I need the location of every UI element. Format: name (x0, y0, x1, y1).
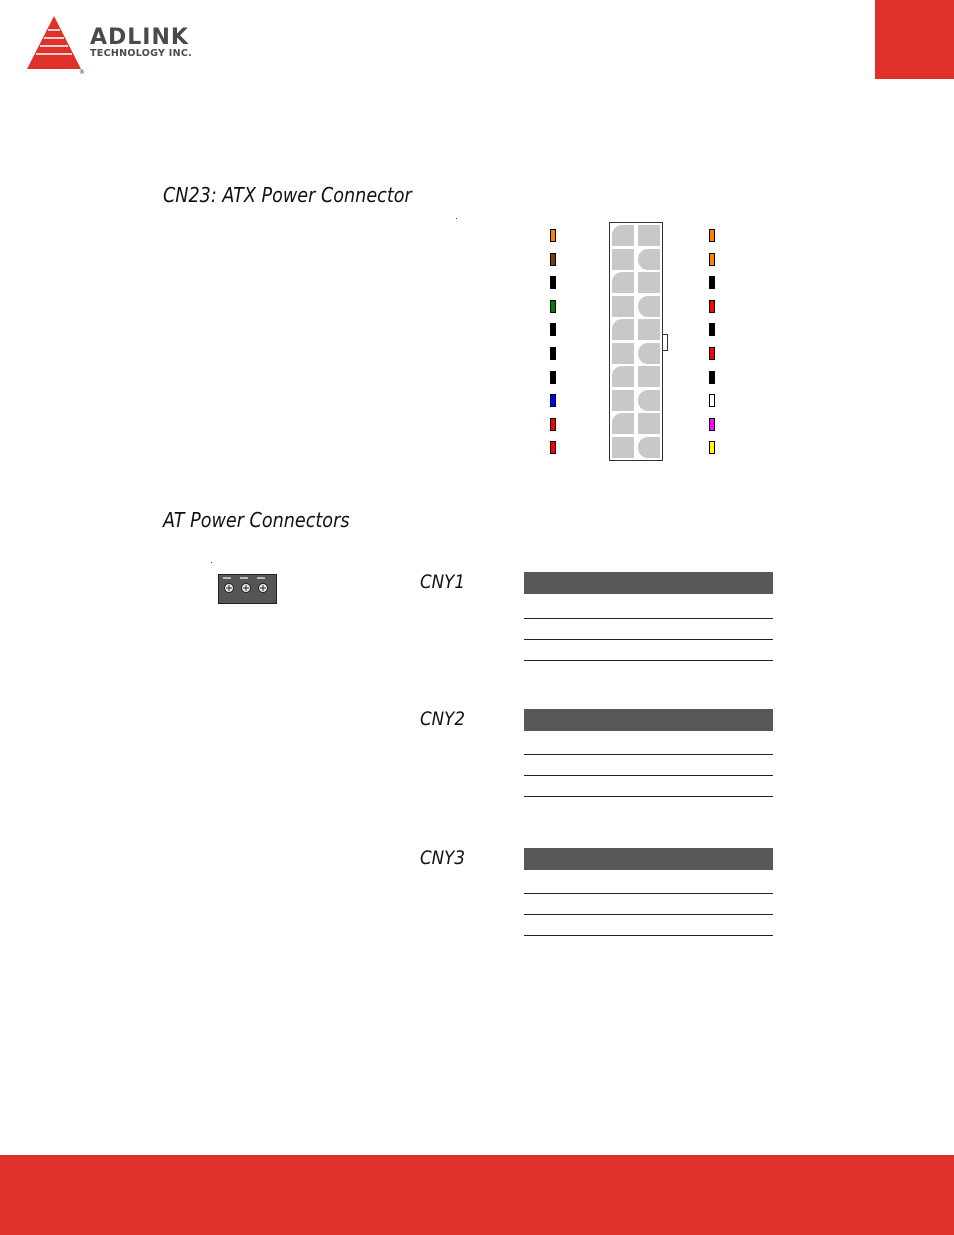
cny1-table-row (524, 639, 773, 640)
wire-swatch (550, 347, 556, 360)
connector-pin (612, 366, 634, 387)
wire-swatch (709, 300, 715, 313)
connector-pin (612, 343, 634, 364)
brand-name: ADLINK (90, 25, 189, 50)
connector-pin (638, 249, 660, 270)
cny2-label: CNY2 (420, 708, 466, 730)
wire-swatch (550, 276, 556, 289)
wire-swatch (709, 418, 715, 431)
connector-pin (638, 296, 660, 317)
cny2-table-row (524, 754, 773, 755)
cny3-label: CNY3 (420, 847, 466, 869)
wire-swatch (709, 323, 715, 336)
wire-swatch (550, 394, 556, 407)
connector-pin (638, 343, 660, 364)
wire-swatch (709, 441, 715, 454)
connector-pin (612, 413, 634, 434)
cny3-table-header (524, 848, 773, 870)
cny1-label: CNY1 (420, 571, 466, 593)
connector-pin (612, 249, 634, 270)
connector-pin (638, 437, 660, 458)
svg-text:®: ® (79, 69, 85, 76)
wire-swatch (709, 253, 715, 266)
connector-pin (612, 272, 634, 293)
page-footer-band (0, 1155, 954, 1235)
wire-swatch (550, 300, 556, 313)
artifact-dot (456, 218, 457, 219)
wire-swatch (550, 371, 556, 384)
wire-swatch (550, 418, 556, 431)
atx-connector-latch (662, 334, 668, 351)
connector-pin (638, 319, 660, 340)
artifact-dot (211, 562, 212, 563)
wire-swatch (709, 276, 715, 289)
connector-pin (612, 319, 634, 340)
wire-swatch (550, 323, 556, 336)
connector-pin (638, 413, 660, 434)
connector-pin (638, 366, 660, 387)
atx-section-title: CN23: ATX Power Connector (163, 183, 412, 207)
connector-pin (612, 437, 634, 458)
cny1-table-row (524, 660, 773, 661)
cny3-table-row (524, 914, 773, 915)
connector-pin (612, 390, 634, 411)
wire-swatch (709, 229, 715, 242)
connector-pin (612, 225, 634, 246)
wire-swatch (550, 253, 556, 266)
connector-pin (638, 225, 660, 246)
adlink-triangle-icon (26, 14, 88, 76)
wire-swatch (709, 394, 715, 407)
brand-tagline: TECHNOLOGY INC. (90, 48, 193, 59)
cny1-table-header (524, 572, 773, 594)
connector-pin (638, 390, 660, 411)
cny1-table-row (524, 618, 773, 619)
wire-swatch (550, 441, 556, 454)
wire-swatch (709, 347, 715, 360)
connector-pin (638, 272, 660, 293)
cny3-table-row (524, 893, 773, 894)
wire-swatch (709, 371, 715, 384)
wire-swatch (550, 229, 556, 242)
chapter-tab (875, 0, 954, 79)
cny2-table-row (524, 796, 773, 797)
connector-pin (612, 296, 634, 317)
at-section-title: AT Power Connectors (163, 508, 350, 532)
cny2-table-header (524, 709, 773, 731)
cny2-table-row (524, 775, 773, 776)
atx-connector-diagram (609, 222, 663, 461)
cny3-table-row (524, 935, 773, 936)
terminal-block-image (218, 574, 277, 604)
